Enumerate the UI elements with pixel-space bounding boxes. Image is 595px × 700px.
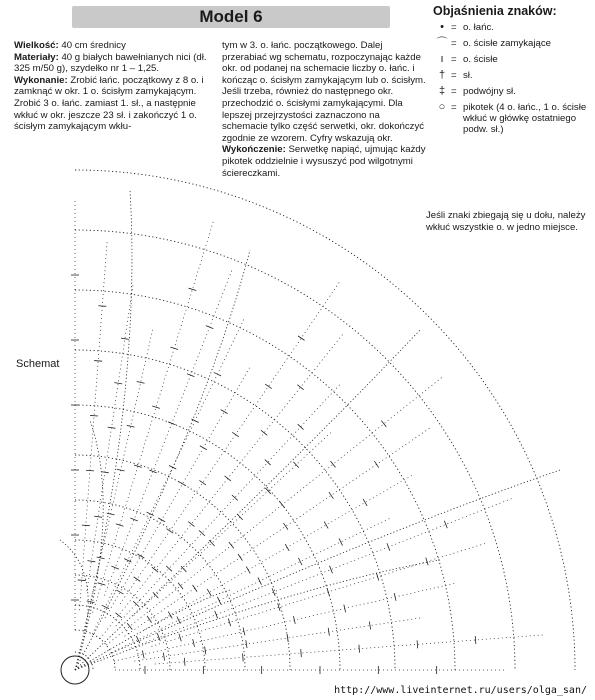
finishing-label: Wykończenie: bbox=[222, 144, 286, 156]
legend-item-label: o. ścisłe zamykające bbox=[463, 38, 551, 49]
legend-item: † = sł. bbox=[433, 70, 593, 81]
single-crochet-icon: ı bbox=[440, 53, 444, 65]
legend-item: • = o. łańc. bbox=[433, 22, 593, 33]
diagram-lines bbox=[60, 170, 575, 684]
size-label: Wielkość: bbox=[14, 40, 59, 51]
double-crochet-icon: † bbox=[438, 69, 446, 81]
schema-label: Schemat bbox=[16, 358, 60, 370]
legend-item-label: pikotek (4 o. łańc., 1 o. ścisłe wkłuć w główkę ostatniego podw. sł.) bbox=[463, 102, 587, 135]
execution-label: Wykonanie: bbox=[14, 74, 68, 86]
slip-stitch-icon: ⌒ bbox=[436, 37, 448, 49]
legend-item: ○ = pikotek (4 o. łańc., 1 o. ścisłe wkłuć w główkę ostatniego podw. sł.) bbox=[433, 102, 593, 135]
legend-item-label: podwójny sł. bbox=[463, 86, 516, 97]
legend-title: Objaśnienia znaków: bbox=[433, 4, 557, 18]
legend-item: ı = o. ścisłe bbox=[433, 54, 593, 65]
page-title: Model 6 bbox=[199, 7, 263, 26]
legend-item-label: sł. bbox=[463, 70, 473, 81]
legend-item: ‡ = podwójny sł. bbox=[433, 86, 593, 97]
materials-label: Materiały: bbox=[14, 51, 59, 63]
watermark: http://www.liveinternet.ru/users/olga_san/ bbox=[334, 685, 587, 696]
execution-text: Zrobić łańc. początkowy z 8 o. i zamknąć w okr. 1 o. ścisłym zamykającym. Zrobić 3 o. łańc. zamiast 1. sł., a następnie wkłuć w okr. jeszcze 23 sł. i zakończyć 1 o. ścisłym zamykającym wkłu- bbox=[14, 74, 204, 133]
stitch-note: Jeśli znaki zbiegają się u dołu, należy wkłuć wszystkie o. w jedno miejsce. bbox=[426, 210, 586, 233]
mid-paragraph: tym w 3. o. łańc. początkowego. Dalej przerabiać wg schematu, rozpoczynając każde okr. od podanej na schemacie liczby o. łańc. i kończąc o. ścisłym zamykającym lub o. ścisłym. Jeśli trzeba, również do następnego okr. przechodzić o. ścisłymi zamykającymi. Dla lepszej przejrzystości zaznaczono na schemacie tylko część serwetki, okr. dokończyć zgodnie ze wzorem. Cyfry wskazują okr. bbox=[222, 40, 426, 144]
size-text: 40 cm średnicy bbox=[58, 40, 126, 51]
chain-stitch-icon: • bbox=[440, 21, 444, 33]
materials-text: 40 g białych bawełnianych nici (dł. 325 m/50 g), szydełko nr 1 – 1,25. bbox=[14, 51, 207, 75]
treble-crochet-icon: ‡ bbox=[438, 85, 446, 97]
legend-item: ⌒ = o. ścisłe zamykające bbox=[433, 38, 593, 49]
legend-item-label: o. łańc. bbox=[463, 22, 494, 33]
picot-icon: ○ bbox=[438, 101, 446, 113]
finishing-text: Serwetkę napiąć, ujmując każdy pikotek oddzielnie i wysuszyć pod wilgotnymi ściereczkami. bbox=[222, 144, 426, 179]
legend-item-label: o. ścisłe bbox=[463, 54, 498, 65]
